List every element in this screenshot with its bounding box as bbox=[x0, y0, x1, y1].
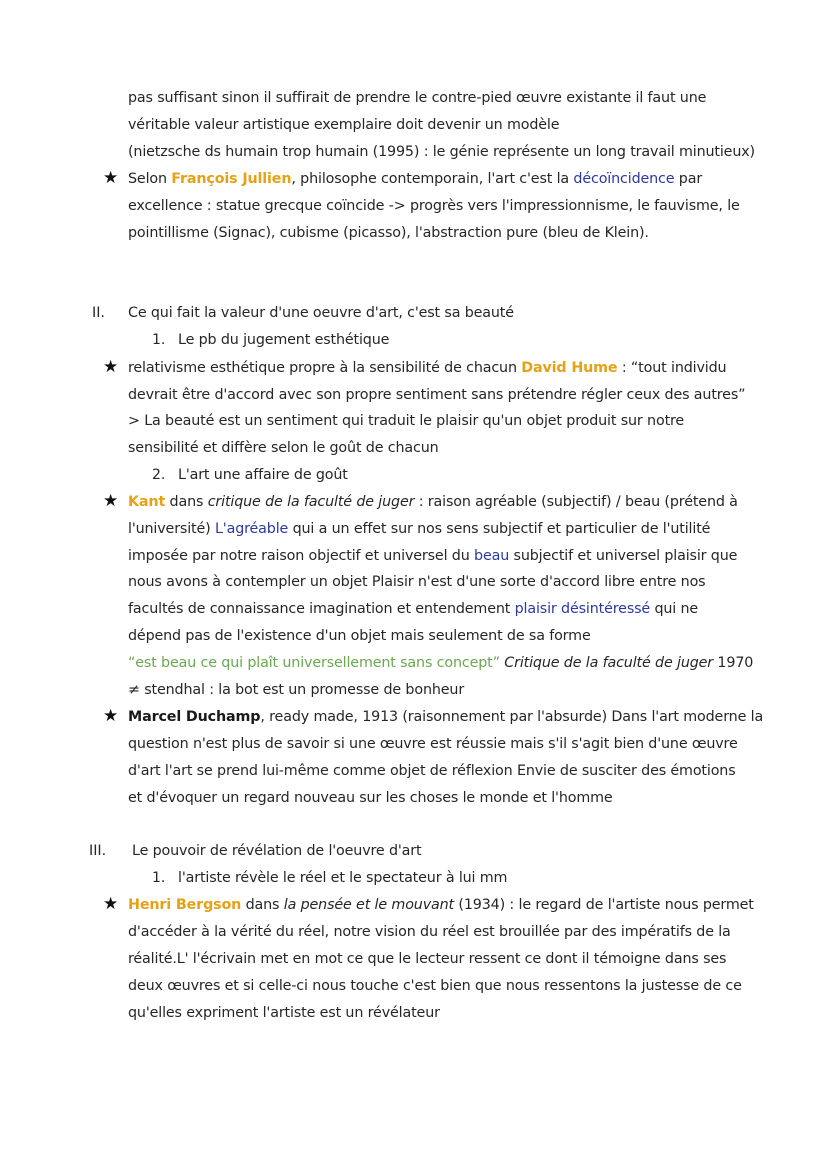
text-line: Marcel Duchamp, ready made, 1913 (raisonnement par l'absurde) Dans l'art moderne la bbox=[128, 709, 764, 725]
text-line: question n'est plus de savoir si une œuvre est réussie mais s'il s'agit bien d'une œuvre bbox=[128, 736, 738, 752]
text-line: réalité.L' l'écrivain met en mot ce que le lecteur ressent ce dont il témoigne dans ses bbox=[128, 951, 727, 967]
text-line: Selon François Jullien, philosophe contemporain, l'art c'est la décoïncidence par bbox=[128, 171, 703, 187]
subsection-number: 1. bbox=[152, 870, 166, 886]
star-bullet-icon: ★ bbox=[103, 894, 119, 914]
author-name: Kant bbox=[128, 494, 166, 510]
section-title: Le pouvoir de révélation de l'oeuvre d'art bbox=[132, 843, 422, 859]
subsection-title: Le pb du jugement esthétique bbox=[178, 332, 390, 348]
text-line: pointillisme (Signac), cubisme (picasso), l'abstraction pure (bleu de Klein). bbox=[128, 225, 649, 241]
subsection-title: l'artiste révèle le réel et le spectateur à lui mm bbox=[178, 870, 508, 886]
subsection-title: L'art une affaire de goût bbox=[178, 467, 348, 483]
star-bullet-icon: ★ bbox=[103, 168, 119, 188]
text-line: et d'évoquer un regard nouveau sur les choses le monde et l'homme bbox=[128, 790, 613, 806]
highlighted-term: beau bbox=[474, 548, 510, 564]
text-line: > La beauté est un sentiment qui traduit le plaisir qu'un objet produit sur notre bbox=[128, 413, 685, 429]
highlighted-term: plaisir désintéressé bbox=[514, 601, 651, 617]
text-line: nous avons à contempler un objet Plaisir n'est d'une sorte d'accord libre entre nos bbox=[128, 574, 706, 590]
book-title: Critique de la faculté de juger bbox=[504, 655, 714, 671]
text-line: Henri Bergson dans la pensée et le mouvant (1934) : le regard de l'artiste nous permet bbox=[128, 897, 754, 913]
section-numeral: II. bbox=[92, 305, 105, 321]
text-line: l'université) L'agréable qui a un effet sur nos sens subjectif et particulier de l'utilité bbox=[128, 521, 711, 537]
text-line: ≠ stendhal : la bot est un promesse de bonheur bbox=[128, 682, 465, 698]
quotation: “est beau ce qui plaît universellement sans concept” bbox=[128, 655, 500, 671]
star-bullet-icon: ★ bbox=[103, 491, 119, 511]
text-line: Kant dans critique de la faculté de juger : raison agréable (subjectif) / beau (prétend à bbox=[128, 494, 738, 510]
text-line: “est beau ce qui plaît universellement sans concept” Critique de la faculté de juger 1970 bbox=[128, 655, 754, 671]
text-line: facultés de connaissance imagination et entendement plaisir désintéressé qui ne bbox=[128, 601, 699, 617]
text-line: qu'elles expriment l'artiste est un révélateur bbox=[128, 1005, 440, 1021]
book-title: la pensée et le mouvant bbox=[283, 897, 454, 913]
highlighted-term: L'agréable bbox=[214, 521, 289, 537]
text-line: d'art l'art se prend lui-même comme objet de réflexion Envie de susciter des émotions bbox=[128, 763, 736, 779]
star-bullet-icon: ★ bbox=[103, 357, 119, 377]
author-name: Marcel Duchamp bbox=[128, 709, 261, 725]
text-line: sensibilité et diffère selon le goût de chacun bbox=[128, 440, 439, 456]
subsection-number: 1. bbox=[152, 332, 166, 348]
subsection-number: 2. bbox=[152, 467, 166, 483]
author-name: David Hume bbox=[521, 360, 618, 376]
star-bullet-icon: ★ bbox=[103, 706, 119, 726]
highlighted-term: décoïncidence bbox=[573, 171, 675, 187]
text-line: (nietzsche ds humain trop humain (1995) : le génie représente un long travail minutieux) bbox=[128, 144, 755, 160]
text-line: excellence : statue grecque coïncide -> progrès vers l'impressionnisme, le fauvisme, le bbox=[128, 198, 740, 214]
author-name: Henri Bergson bbox=[128, 897, 242, 913]
text-line: d'accéder à la vérité du réel, notre vision du réel est brouillée par des impératifs de la bbox=[128, 924, 731, 940]
author-name: François Jullien bbox=[171, 171, 292, 187]
text-line: relativisme esthétique propre à la sensibilité de chacun David Hume : “tout individu bbox=[128, 360, 727, 376]
text-line: deux œuvres et si celle-ci nous touche c'est bien que nous ressentons la justesse de ce bbox=[128, 978, 742, 994]
section-title: Ce qui fait la valeur d'une oeuvre d'art, c'est sa beauté bbox=[128, 305, 514, 321]
text-line: imposée par notre raison objectif et universel du beau subjectif et universel plaisir que bbox=[128, 548, 738, 564]
text-line: pas suffisant sinon il suffirait de prendre le contre-pied œuvre existante il faut une bbox=[128, 90, 707, 106]
text-line: dépend pas de l'existence d'un objet mais seulement de sa forme bbox=[128, 628, 591, 644]
book-title: critique de la faculté de juger bbox=[207, 494, 415, 510]
section-numeral: III. bbox=[89, 843, 107, 859]
text-line: devrait être d'accord avec son propre sentiment sans prétendre régler ceux des autres” bbox=[128, 387, 746, 403]
text-line: véritable valeur artistique exemplaire doit devenir un modèle bbox=[128, 117, 560, 133]
